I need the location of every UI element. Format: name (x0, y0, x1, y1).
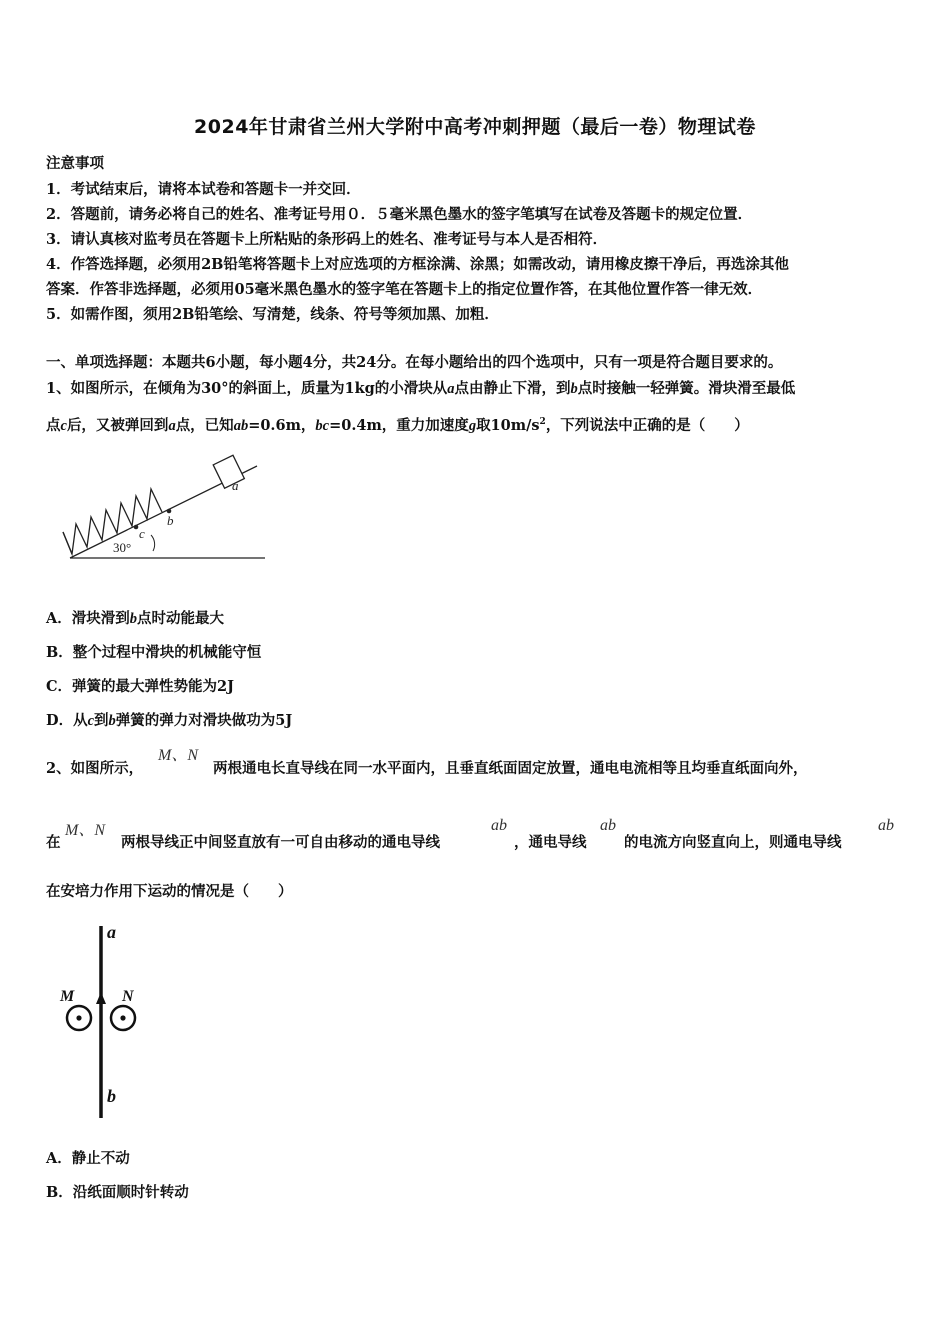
q1-text: 点由静止下滑，到 (454, 380, 571, 397)
q2-var-ab: ab (491, 817, 507, 834)
option-text: 到 (94, 712, 109, 729)
notice-item: 3．请认真核对监考员在答题卡上所粘贴的条形码上的姓名、准考证号与本人是否相符． (46, 231, 608, 248)
q2-option-a: A．静止不动 (46, 1150, 130, 1167)
q1-option-d (46, 709, 292, 730)
wire-n-dot (120, 1015, 125, 1020)
notice-heading: 注意事项 (46, 155, 104, 172)
wire-m-dot (76, 1015, 81, 1020)
q1-option-b: B．整个过程中滑块的机械能守恒 (46, 644, 262, 661)
notice-item: 2．答题前，请务必将自己的姓名、准考证号用０．５毫米黑色墨水的签字笔填写在试卷及答题卡的规定位置． (46, 206, 753, 223)
label-b: b (107, 1086, 116, 1106)
label-c: c (139, 526, 145, 541)
q1-superscript: 2 (539, 417, 546, 428)
q2-stem-line1a: 2、如图所示， (46, 760, 144, 777)
slider-block (213, 455, 244, 488)
q1-stem-line2 (46, 414, 749, 435)
q2-stem-line2c: ，通电导线 (514, 834, 587, 851)
q1-text: 1、如图所示，在倾角为30°的斜面上，质量为1kg的小滑块从 (46, 380, 448, 397)
option-text: A．滑块滑到 (46, 610, 130, 627)
label-n: N (122, 988, 134, 1005)
q1-var-ab: ab (233, 418, 249, 434)
q1-stem-line1 (46, 377, 795, 398)
q2-stem-line3: 在安培力作用下运动的情况是（ ） (46, 883, 293, 900)
q1-text: 点，已知 (175, 417, 234, 434)
q2-stem-line2b: 两根导线正中间竖直放有一可自由移动的通电导线 (121, 834, 440, 851)
q1-text: ，下列说法中正确的是（ ） (545, 417, 749, 434)
q1-text: =0.6m， (248, 417, 316, 434)
section-heading: 一、单项选择题：本题共6小题，每小题4分，共24分。在每小题给出的四个选项中，只有一项是符合题目要求的。 (46, 354, 783, 371)
q2-var-mn: M、N (158, 747, 199, 764)
q1-var-bc: bc (315, 418, 330, 434)
point-c (134, 525, 139, 530)
q2-var-ab: ab (878, 817, 894, 834)
q1-option-a (46, 607, 224, 628)
q1-option-c: C．弹簧的最大弹性势能为2J (46, 678, 234, 695)
q2-stem-line2d: 的电流方向竖直向上，则通电导线 (624, 834, 842, 851)
q1-incline-figure (55, 448, 270, 566)
notice-item: 5．如需作图，须用2B铅笔绘、写清楚，线条、符号等须加黑、加粗． (46, 306, 499, 323)
q1-var-b: b (570, 381, 578, 397)
page-title: 2024年甘肃省兰州大学附中高考冲刺押题（最后一卷）物理试卷 (194, 116, 756, 138)
notice-item: 答案．作答非选择题，必须用05毫米黑色墨水的签字笔在答题卡上的指定位置作答，在其他位置作答一律无效． (46, 281, 763, 298)
label-m: M (60, 988, 75, 1005)
angle-arc (151, 535, 155, 551)
q2-var-mn: M、N (65, 822, 106, 839)
notice-item: 4．作答选择题，必须用2B铅笔将答题卡上对应选项的方框涂满、涂黑；如需改动，请用橡皮擦干净后，再选涂其他 (46, 256, 789, 273)
option-text: 弹簧的弹力对滑块做功为5J (115, 712, 293, 729)
option-var: c (87, 713, 95, 729)
q1-var-a: a (447, 381, 455, 397)
q2-stem-line1b: 两根通电长直导线在同一水平面内，且垂直纸面固定放置，通电电流相等且均垂直纸面向外， (213, 760, 808, 777)
q1-text: =0.4m，重力加速度 (329, 417, 469, 434)
option-text: D．从 (46, 712, 88, 729)
q1-var-c: c (60, 418, 67, 434)
q1-var-g: g (468, 418, 477, 434)
label-b: b (167, 513, 174, 528)
q1-text: 取10m/s (476, 417, 540, 434)
q1-text: 后，又被弹回到 (66, 417, 169, 434)
label-a: a (107, 922, 116, 942)
option-var: b (108, 713, 116, 729)
option-text: 点时动能最大 (137, 610, 224, 627)
q1-var-a: a (168, 418, 176, 434)
current-arrow-up (96, 992, 106, 1004)
q1-text: 点时接触一轻弹簧。滑块滑至最低 (577, 380, 796, 397)
q2-wire-figure (55, 918, 155, 1123)
notice-item: 1．考试结束后，请将本试卷和答题卡一并交回． (46, 181, 361, 198)
q2-var-ab: ab (600, 817, 616, 834)
option-var: b (129, 611, 137, 627)
spring-base (63, 532, 72, 554)
angle-label: 30° (113, 540, 132, 555)
q2-stem-line2a: 在 (46, 834, 61, 851)
q1-text: 点 (46, 417, 61, 434)
q2-option-b: B．沿纸面顺时针转动 (46, 1184, 189, 1201)
label-a: a (232, 478, 239, 493)
